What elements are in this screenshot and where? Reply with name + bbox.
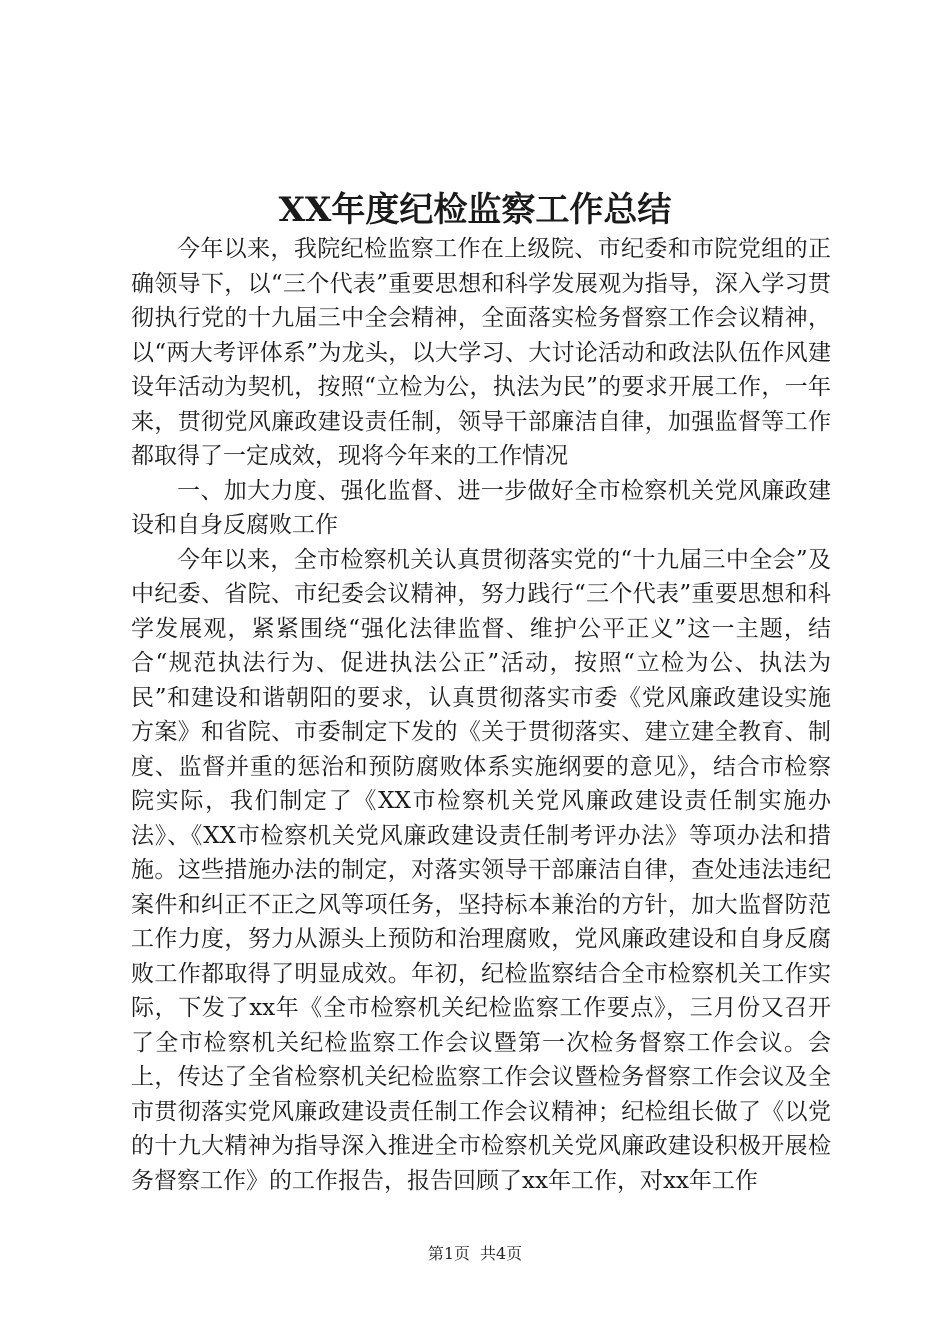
section-heading-1: 一、加大力度、强化监督、进一步做好全市检察机关党风廉政建设和自身反腐败工作 <box>131 477 831 538</box>
page-footer <box>0 1243 950 1265</box>
page-number: 第1页 <box>427 1244 470 1263</box>
page-total: 共4页 <box>480 1244 523 1263</box>
paragraph-intro: 今年以来，我院纪检监察工作在上级院、市纪委和市院党组的正确领导下，以“三个代表”重要思想和科学发展观为指导，深入学习贯彻执行党的十九届三中全会精神，全面落实检务督察工作会议精神，以“两大考评体系”为龙头，以大学习、大讨论活动和政法队伍作风建设年活动为契机，按照“立检为公，执法为民”的要求开展工作，一年来，贯彻党风廉政建设责任制，领导干部廉洁自律，加强监督等工作都取得了一定成效，现将今年来的工作情况 <box>131 236 831 469</box>
document-body <box>131 232 831 1198</box>
document-title: XX年度纪检监察工作总结 <box>278 190 672 230</box>
paragraph-section-1: 今年以来，全市检察机关认真贯彻落实党的“十九届三中全会”及中纪委、省院、市纪委会议精神，努力践行“三个代表”重要思想和科学发展观，紧紧围绕“强化法律监督、维护公平正义”这一主题，结合“规范执法行为、促进执法公正”活动，按照“立检为公、执法为民”和建设和谐朝阳的要求，认真贯彻落实市委《党风廉政建设实施方案》和省院、市委制定下发的《关于贯彻落实、建立建全教育、制度、监督并重的惩治和预防腐败体系实施纲要的意见》，结合市检察院实际，我们制定了《XX市检察机关党风廉政建设责任制实施办法》、《XX市检察机关党风廉政建设责任制考评办法》等项办法和措施。这些措施办法的制定，对落实领导干部廉洁自律，查处违法违纪案件和纠正不正之风等项任务，坚持标本兼治的方针，加大监督防范工作力度，努力从源头上预防和治理腐败，党风廉政建设和自身反腐败工作都取得了明显成效。年初，纪检监察结合全市检察机关工作实际，下发了xx年《全市检察机关纪检监察工作要点》，三月份又召开了全市检察机关纪检监察工作会议暨第一次检务督察工作会议。会上，传达了全省检察机关纪检监察工作会议暨检务督察工作会议及全市贯彻落实党风廉政建设责任制工作会议精神；纪检组长做了《以党的十九大精神为指导深入推进全市检察机关党风廉政建设积极开展检务督察工作》的工作报告，报告回顾了xx年工作，对xx年工作 <box>131 546 831 1194</box>
